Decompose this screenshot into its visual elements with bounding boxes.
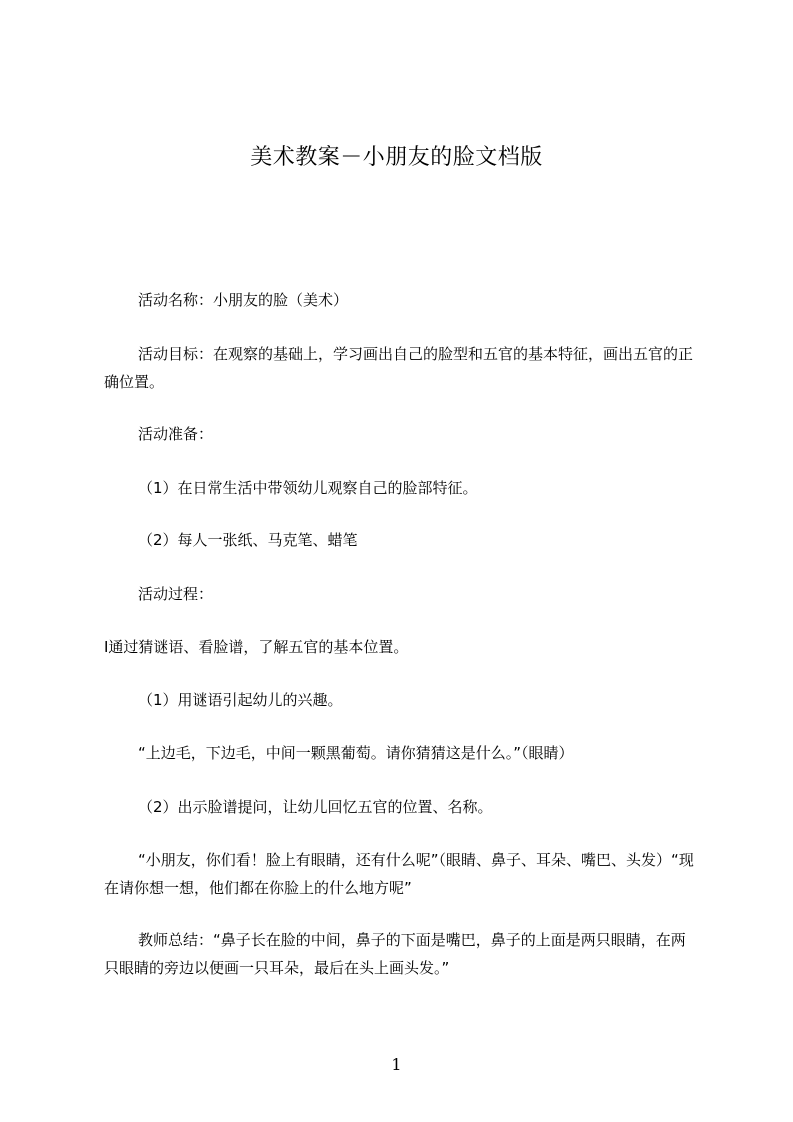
paragraph-process-step-1-sub-2: （2）出示脸谱提问，让幼儿回忆五官的位置、名称。: [138, 798, 493, 816]
paragraph-activity-goal: 活动目标：在观察的基础上，学习画出自己的脸型和五官的基本特征，画出五官的正确位置。: [104, 345, 694, 391]
page-number: 1: [391, 1055, 402, 1074]
paragraph-preparation-item-2: （2）每人一张纸、马克笔、蜡笔: [138, 531, 358, 549]
page-title: 美术教案－小朋友的脸文档版: [250, 145, 543, 170]
paragraph-activity-name: 活动名称：小朋友的脸（美术）: [138, 291, 349, 309]
paragraph-teacher-summary: 教师总结：“鼻子长在脸的中间，鼻子的下面是嘴巴，鼻子的上面是两只眼睛，在两只眼睛的旁边以便画一只耳朵，最后在头上画头发。”: [104, 931, 686, 977]
paragraph-process-heading: 活动过程：: [138, 585, 214, 603]
paragraph-preparation-item-1: （1）在日常生活中带领幼儿观察自己的脸部特征。: [138, 479, 478, 497]
paragraph-process-step-1-sub-1: （1）用谜语引起幼儿的兴趣。: [138, 691, 343, 709]
paragraph-preparation-heading: 活动准备：: [138, 425, 214, 443]
paragraph-riddle: “上边毛，下边毛，中间一颗黑葡萄。请你猜猜这是什么。”（眼睛）: [138, 744, 574, 762]
paragraph-process-step-1: Ⅰ通过猜谜语、看脸谱，了解五官的基本位置。: [104, 638, 409, 656]
paragraph-question: “小朋友，你们看！脸上有眼睛，还有什么呢”（眼睛、鼻子、耳朵、嘴巴、头发）“现在请你想一想，他们都在你脸上的什么地方呢”: [104, 851, 694, 897]
